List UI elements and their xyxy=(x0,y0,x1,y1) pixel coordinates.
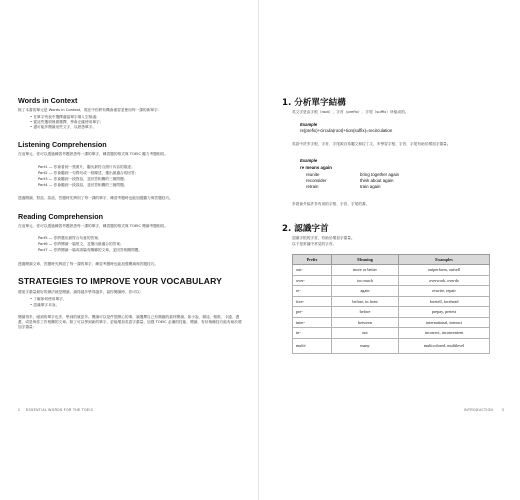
table-cell-prefix: out- xyxy=(293,265,332,276)
list-item: Part7 — 你將閱讀一篇或兩篇有關聯的文章，並回答相關問題。 xyxy=(38,248,143,252)
prefix-table xyxy=(292,254,490,354)
prefix-heading: 2. 認識字首 xyxy=(282,224,329,234)
reading-intro: 在這單元，你可以透過練習考題熟悉每一課的單字，練習題的格式與 TOEIC 閱讀考題相同。 xyxy=(18,224,168,228)
table-cell-prefix: fore- xyxy=(293,296,332,307)
list-item: Part2 — 你會聽到一句問句或一段陳述，選出最適合的回答； xyxy=(38,171,139,175)
table-cell-prefix: over- xyxy=(293,275,332,286)
table-cell-examples: prepay, pretest xyxy=(399,307,490,318)
list-item: • 從這些選項裡做選擇，學會正確使用單字； xyxy=(30,120,104,124)
table-cell-meaning: more or better xyxy=(332,265,399,276)
listening-outro: 透過閱讀、對話、談話，答題時先辨別了每一課的單字，練習考題時也能加強聽力與答題技巧。 xyxy=(18,196,173,200)
column-header: Prefix xyxy=(293,255,332,265)
left-page xyxy=(0,0,259,500)
column-header: Meaning xyxy=(332,255,399,265)
analysis-intro: 英文字是由字根（root）、字首（prefix）、字尾（suffix）所組成的。 xyxy=(292,110,409,114)
table-header-row xyxy=(293,255,490,265)
table-cell-meaning: before, in front xyxy=(332,296,399,307)
table-cell-meaning: many xyxy=(332,338,399,353)
page-number: 2 xyxy=(18,408,21,412)
table-row xyxy=(293,307,490,318)
table-cell-examples: multicolored, multilevel xyxy=(399,338,490,353)
table-row xyxy=(293,265,490,276)
words-in-context-heading: Words in Context xyxy=(18,96,78,105)
list-item: Part3 — 你會聽到一段對話，並回答相關的三個問題； xyxy=(38,177,128,181)
table-cell-meaning: again xyxy=(332,286,399,297)
table-cell-examples: overwork, overdo xyxy=(399,275,490,286)
page-number: 3 xyxy=(502,408,505,412)
prefix-intro-2: 以下是常識中常見的字首。 xyxy=(292,242,337,246)
reading-outro: 透過閱讀文章，答題時先辨認了每一課的單字，練習考題時也能加強閱讀與答題技巧。 xyxy=(18,262,159,266)
example-label: Example xyxy=(300,122,318,127)
list-item: • 認識單字本身。 xyxy=(30,303,60,307)
column-header: Examples xyxy=(399,255,490,265)
example-meaning: train again xyxy=(360,184,381,189)
example-formula: re(prefix)+circula(root)+tion(suffix)=recirculation xyxy=(300,128,393,133)
table-cell-prefix: in- xyxy=(293,328,332,339)
example-label: Example xyxy=(300,158,318,163)
example-meaning: bring together again xyxy=(360,172,400,177)
table-row xyxy=(293,286,490,297)
table-cell-examples: rewrite, repair xyxy=(399,286,490,297)
example-head: re means again xyxy=(300,165,332,170)
table-cell-prefix: inter- xyxy=(293,317,332,328)
table-cell-prefix: pre- xyxy=(293,307,332,318)
example-word: reconsider xyxy=(306,178,327,183)
table-cell-meaning: between xyxy=(332,317,399,328)
strategies-heading: STRATEGIES TO IMPROVE YOUR VOCABULARY xyxy=(18,276,222,286)
example-meaning: think about again xyxy=(360,178,394,183)
listening-intro: 在這單元，你可以透過練習考題熟悉每一課的單字，練習題的格式與 TOEIC 聽力考題相同。 xyxy=(18,152,168,156)
analysis-mid: 英語中許多字根、字首、字尾源自希臘文和拉丁文，多學習字根、字首、字尾有助於增加字彙量。 xyxy=(292,142,451,146)
list-item: • 在單字列表中選擇適當單字填入空格處； xyxy=(30,115,100,119)
table-row xyxy=(293,296,490,307)
listening-comprehension-heading: Listening Comprehension xyxy=(18,140,107,149)
table-row xyxy=(293,338,490,353)
table-cell-examples: international, interact xyxy=(399,317,490,328)
table-cell-meaning: before xyxy=(332,307,399,318)
list-item: Part5 — 你將選出最符合句意的答案； xyxy=(38,236,102,240)
running-footer-title: INTRODUCTION xyxy=(464,408,494,412)
list-item: • 了解如何使用單字， xyxy=(30,297,67,301)
reading-comprehension-heading: Reading Comprehension xyxy=(18,212,104,221)
right-page xyxy=(262,0,520,500)
analysis-heading: 1. 分析單字結構 xyxy=(282,98,346,108)
table-row xyxy=(293,328,490,339)
table-row xyxy=(293,275,490,286)
running-footer-title: ESSENTIAL WORDS FOR THE TOEIC xyxy=(26,408,94,412)
analysis-outro: 多看會介紹許多有用的字根、字首、字尾的書。 xyxy=(292,202,370,206)
list-item: Part6 — 你將閱讀一篇短文，並選出最適合的答案； xyxy=(38,242,124,246)
table-cell-meaning: not xyxy=(332,328,399,339)
table-row xyxy=(293,317,490,328)
list-item: Part4 — 你會聽到一段談話，並回答相關的三個問題。 xyxy=(38,183,128,187)
table-cell-examples: outperform, outsell xyxy=(399,265,490,276)
list-item: • 盡可能多閱讀這些文字，以熟悉單字。 xyxy=(30,125,97,129)
table-cell-prefix: multi- xyxy=(293,338,332,353)
table-cell-examples: foretell, forehead xyxy=(399,296,490,307)
list-item: Part1 — 你會看到一張照片，聽出最符合照片內容的描述； xyxy=(38,165,135,169)
strategies-intro: 增加字彙量最好的辦法就是閱讀，讀得越多學得越多，當你閱讀時，你可以： xyxy=(18,290,144,294)
table-cell-examples: incorrect, inconvenient xyxy=(399,328,490,339)
prefix-intro-1: 認識字根的字首，有助於增加字彙量。 xyxy=(292,236,355,240)
example-word: retrain xyxy=(306,184,319,189)
table-cell-meaning: too much xyxy=(332,275,399,286)
table-cell-prefix: re- xyxy=(293,286,332,297)
example-word: reunite xyxy=(306,172,320,177)
strategies-paragraph: 閱讀得多，碰到的單字也多，學到的就更多。閱讀可以是件很開心的事，讀選擇自己有興趣的素材閱讀，如小說、雜誌、報紙、卡通、漫畫、或是與你工作相關的文章。除了可以學到新的單字，更能增加英語字彙量。加強 TOEIC 必備的技能、閱讀，有好幾種技巧能有助於增加字彙量： xyxy=(18,315,242,330)
words-in-context-intro: 除了本書的單元是 Words in Context，現在中你將有機會複習並使用每一課的新單字： xyxy=(18,108,162,112)
